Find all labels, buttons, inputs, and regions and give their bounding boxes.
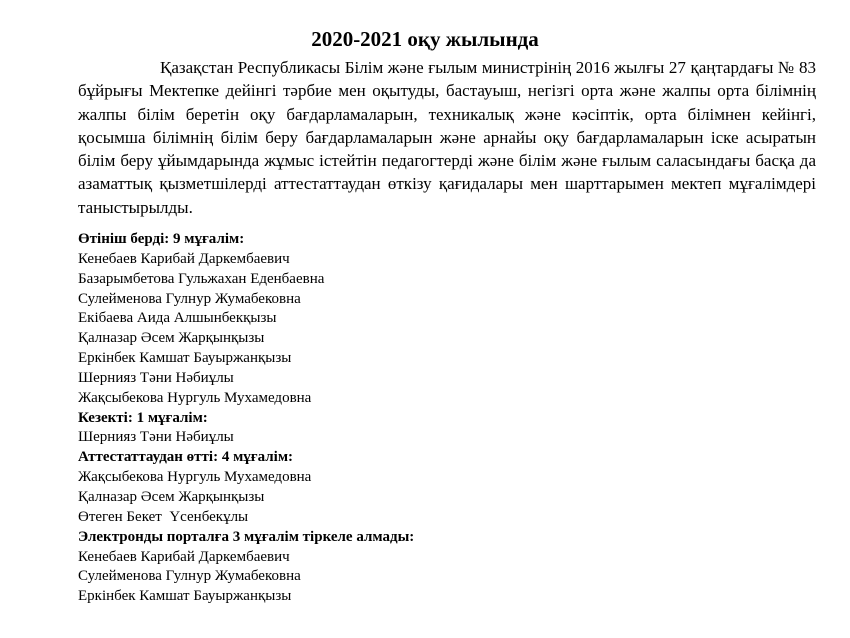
section-heading-passed: Аттестаттаудан өтті: 4 мұғалім:: [78, 449, 294, 466]
teacher-name: Екібаева Аида Алшынбекқызы: [78, 310, 277, 327]
teacher-name: Еркінбек Камшат Бауыржанқызы: [78, 588, 292, 605]
document-title: 2020-2021 оқу жылында: [311, 27, 539, 51]
teacher-name: Сулейменова Гулнур Жумабековна: [78, 568, 301, 585]
section-heading-applications: Өтініш берді: 9 мұғалім:: [78, 231, 245, 247]
teacher-name: Қалназар Әсем Жарқынқызы: [78, 330, 265, 347]
teacher-name: Еркінбек Камшат Бауыржанқызы: [78, 350, 292, 367]
teacher-name: Шернияз Тәни Нәбиұлы: [78, 369, 234, 386]
section-heading-regular: Кезекті: 1 мұғалім:: [78, 409, 208, 426]
teacher-name: Сулейменова Гулнур Жумабековна: [78, 290, 301, 307]
teacher-lists: [78, 230, 778, 607]
teacher-name: Жақсыбекова Нургуль Мухамедовна: [78, 389, 312, 406]
intro-paragraph: Қазақстан Республикасы Білім және ғылым министрінің 2016 жылғы 27 қаңтардағы № 83 бұйрығы Мектепке дейінгі тәрбие мен оқытуды, бастауыш, негізгі орта және жалпы орта білімнің жалпы білім беретін оқу бағдарламаларын, техникалық және кәсіптік, орта білімнен кейінгі, қосымша білімнің білім беру бағдарламаларын және арнайы оқу бағдарламаларын іске асыратын білім беру ұйымдарында жұмыс істейтін педагогтерді және білім және ғылым саласындағы басқа да азаматтық қызметшілерді аттестаттаудан өткізу қағидалары мен шарттарымен мектеп мұғалімдері таныстырылды.: [78, 58, 816, 217]
teacher-name: Өтеген Бекет Үсенбекұлы: [78, 508, 249, 525]
teacher-name: Кенебаев Карибай Даркембаевич: [78, 548, 290, 565]
teacher-name: Жақсыбекова Нургуль Мухамедовна: [78, 469, 312, 486]
teacher-name: Базарымбетова Гульжахан Еденбаевна: [78, 270, 325, 287]
section-heading-portal-failed: Электронды порталға 3 мұғалім тіркеле алмады:: [78, 528, 415, 545]
teacher-name: Кенебаев Карибай Даркембаевич: [78, 250, 290, 267]
teacher-name: Қалназар Әсем Жарқынқызы: [78, 488, 265, 505]
teacher-name: Шернияз Тәни Нәбиұлы: [78, 429, 234, 446]
